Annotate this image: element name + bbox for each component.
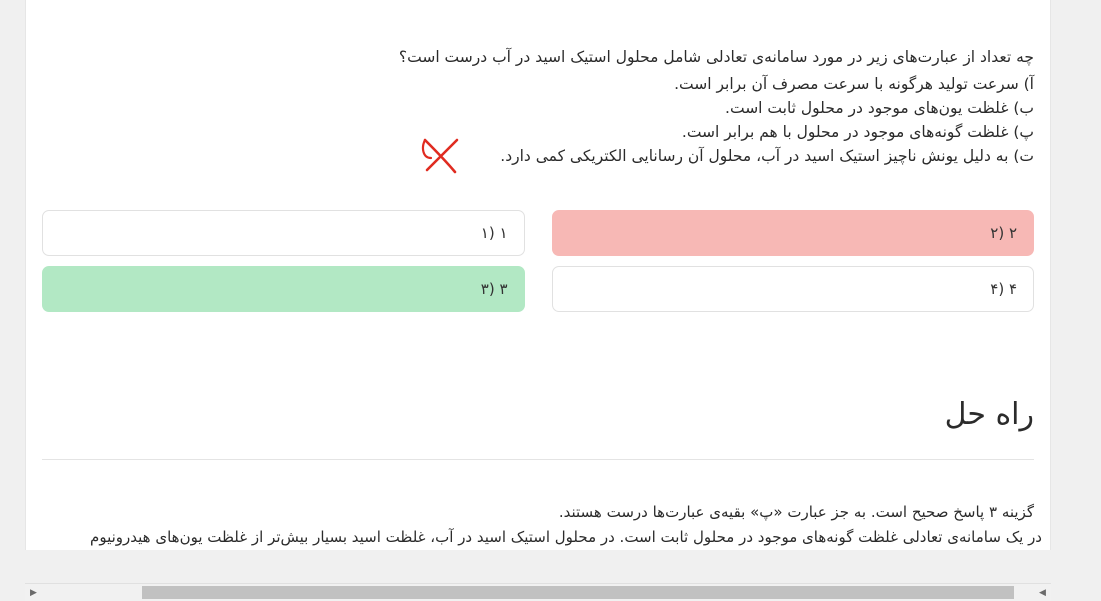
- document-page: [25, 0, 1051, 550]
- page-gutter-left: [0, 0, 25, 601]
- question-statement-p: پ) غلظت گونه‌های موجود در محلول با هم برابر است.: [681, 123, 1034, 141]
- option-3[interactable]: [42, 266, 525, 312]
- option-1[interactable]: [42, 210, 525, 256]
- option-2-label: ۲ (۲: [990, 224, 1017, 242]
- solution-line-2: در یک سامانه‌ی تعادلی غلظت گونه‌های موجود در محلول ثابت است. در محلول استیک اسید در آب، غلظت اسید بسیار بیش‌تر از غلظت یون‌های هیدرونیوم: [90, 528, 1042, 546]
- solution-line-1: گزینه ۳ پاسخ صحیح است. به جز عبارت «پ» بقیه‌ی عبارت‌ها درست هستند.: [558, 503, 1034, 521]
- question-statement-a: آ) سرعت تولید هرگونه با سرعت مصرف آن برابر است.: [674, 75, 1034, 93]
- answer-options: [42, 210, 1034, 322]
- option-2[interactable]: [552, 210, 1035, 256]
- solution-body: [42, 500, 1042, 550]
- scroll-right-arrow-icon[interactable]: ▶: [25, 584, 42, 601]
- option-3-label: ۳ (۳: [480, 280, 508, 298]
- solution-heading: راه حل: [944, 397, 1034, 432]
- option-row-1: [42, 210, 1034, 256]
- scrollbar-track[interactable]: [42, 586, 1034, 599]
- horizontal-scrollbar[interactable]: [25, 583, 1051, 601]
- scrollbar-thumb[interactable]: [142, 586, 1014, 599]
- page-gutter-right: [1076, 0, 1101, 601]
- option-4[interactable]: [552, 266, 1035, 312]
- scroll-left-arrow-icon[interactable]: ◀: [1034, 584, 1051, 601]
- question-statement-t: ت) به دلیل یونش ناچیز استیک اسید در آب، محلول آن رسانایی الکتریکی کمی دارد.: [500, 147, 1034, 165]
- option-row-2: [42, 266, 1034, 312]
- option-1-label: ۱ (۱: [480, 224, 508, 242]
- question-block: [42, 0, 1034, 168]
- option-4-label: ۴ (۴: [990, 280, 1017, 298]
- solution-divider: [42, 459, 1034, 460]
- question-stem: چه تعداد از عبارت‌های زیر در مورد سامانه‌ی تعادلی شامل محلول استیک اسید در آب درست است؟: [398, 48, 1034, 66]
- question-statement-b: ب) غلظت یون‌های موجود در محلول ثابت است.: [725, 99, 1034, 117]
